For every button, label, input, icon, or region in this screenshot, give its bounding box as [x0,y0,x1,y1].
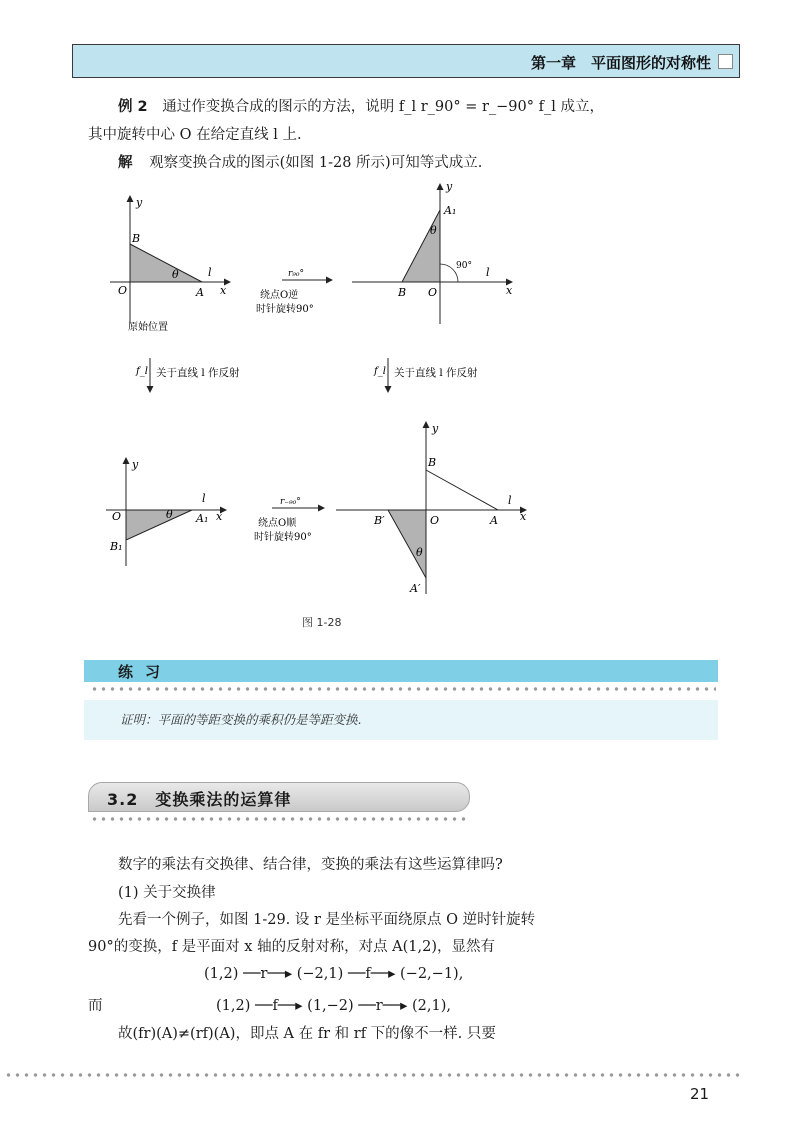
example-text-1: 通过作变换合成的图示的方法，说明 f_l r_90° = r_−90° f_l 成立， [162,99,604,115]
exercise-dotted-divider [90,686,716,692]
p2-y-label: y [446,180,453,193]
p3-b1-label: B₁ [110,540,123,553]
p3-l-label: l [202,492,206,505]
p1-triangle [130,244,202,282]
arrow-rotate-ccw [256,269,332,315]
equation-2-prefix: 而 [88,998,103,1014]
p1-a-label: A [196,286,204,299]
arrow-top-line1: 绕点O逆 [260,290,299,301]
arrow-top-line2: 时针旋转90° [256,304,314,315]
arrow-left-op: f_l [136,366,148,377]
example-label: 例 2 [118,99,148,115]
panel-original [110,196,230,333]
arrow-right-text: 关于直线 l 作反射 [394,367,478,379]
solution-line [118,153,482,173]
arrow-bottom-line1: 绕点O顺 [258,518,297,529]
p4-triangle-gray [388,510,426,578]
figure-1-28 [92,174,552,624]
arrow-right-op: f_l [374,366,386,377]
p4-a-label: A [490,514,498,527]
arrow-rotate-cw [254,497,324,543]
body-paragraph-5: 故(fr)(A)≠(rf)(A)，即点 A 在 fr 和 rf 下的像不一样. 只要 [118,1026,496,1042]
p1-o-label: O [118,284,128,297]
header-square-icon [718,54,733,69]
p1-y-label: y [136,196,143,209]
chapter-header-bar [72,44,740,78]
p1-x-label: x [220,284,227,297]
section-title: 3.2 变换乘法的运算律 [107,790,292,809]
exercise-box [84,700,718,740]
panel-reflected [106,458,226,566]
p4-b-label: B [428,456,437,469]
p4-l-label: l [508,494,512,507]
page-number: 21 [690,1085,710,1103]
p2-theta-label: θ [430,224,437,237]
p4-ap-label: A′ [410,582,421,595]
example-line-1 [118,97,604,117]
p3-y-label: y [132,458,139,471]
solution-text: 观察变换合成的图示(如图 1-28 所示)可知等式成立. [149,155,483,171]
p3-a1-label: A₁ [196,512,209,525]
p1-b-label: B [132,232,141,245]
arrow-reflect-left [135,358,240,392]
exercise-title: 练习 [118,663,173,681]
body-paragraph-4: 90°的变换，f 是平面对 x 轴的反射对称，对点 A(1,2)，显然有 [88,939,496,955]
footer-dotted-divider [4,1072,744,1078]
p2-b-label: B [398,286,407,299]
p2-l-label: l [486,266,490,279]
p4-theta-label: θ [416,546,423,559]
arrow-reflect-right [373,358,478,392]
p4-triangle-segment [426,470,498,510]
p3-theta-label: θ [166,508,173,521]
arrow-top-op: r₉₀° [288,269,305,279]
panel-rotated [352,180,513,324]
p2-o-label: O [428,286,438,299]
equation-2: (1,2) ──f──▸ (1,−2) ──r──▸ (2,1), [216,998,452,1014]
p3-triangle [126,510,192,540]
body-paragraph-3: 先看一个例子，如图 1-29. 设 r 是坐标平面绕原点 O 逆时针旋转 [118,912,536,928]
exercise-text: 证明：平面的等距变换的乘积仍是等距变换. [120,712,362,727]
p4-y-label: y [432,422,439,435]
arrow-bottom-op: r₋₉₀° [280,497,301,507]
p3-o-label: O [112,510,122,523]
solution-label: 解 [118,155,133,171]
p1-l-label: l [208,266,212,279]
arrow-bottom-line2: 时针旋转90° [254,532,312,543]
p2-triangle [402,210,440,282]
p1-caption: 原始位置 [128,322,168,333]
p2-x-label: x [506,284,513,297]
p2-a1-label: A₁ [444,204,457,217]
chapter-title: 第一章 平面图形的对称性 [530,54,711,72]
body-paragraph-2: (1) 关于交换律 [118,885,216,901]
p1-theta-label: θ [172,268,179,281]
panel-final [336,422,527,595]
arrow-left-text: 关于直线 l 作反射 [156,367,240,379]
exercise-header-bar [84,660,718,682]
example-line-2: 其中旋转中心 O 在给定直线 l 上. [88,127,302,143]
p2-angle-label: 90° [456,261,472,271]
p4-x-label: x [520,510,527,523]
p4-bp-label: B′ [374,514,385,527]
section-dotted-divider [90,816,466,822]
figure-caption: 图 1-28 [302,616,342,629]
equation-1: (1,2) ──r──▸ (−2,1) ──f──▸ (−2,−1), [204,966,464,982]
p3-x-label: x [216,510,223,523]
p4-o-label: O [430,514,440,527]
body-paragraph-1: 数字的乘法有交换律、结合律，变换的乘法有这些运算律吗? [118,857,503,873]
section-heading-box [88,782,470,812]
